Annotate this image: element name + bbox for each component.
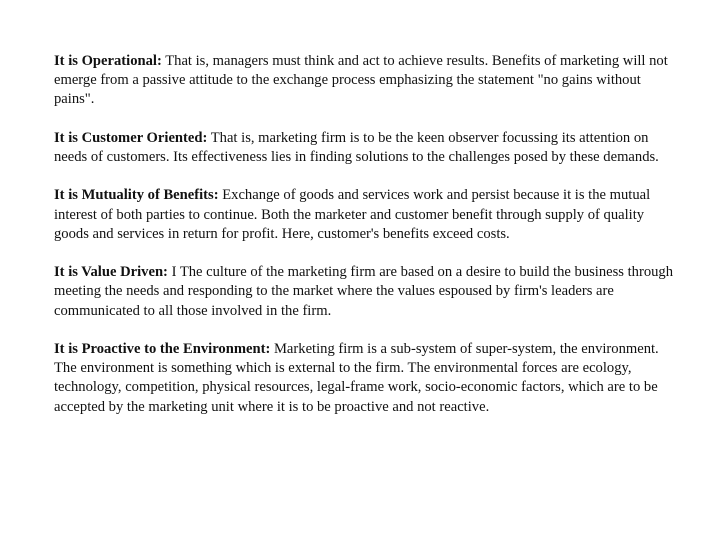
paragraph-heading: It is Proactive to the Environment:	[54, 340, 271, 357]
paragraph-operational	[54, 52, 674, 110]
paragraph-heading: It is Operational:	[54, 53, 162, 69]
document-body	[54, 52, 674, 436]
paragraph-heading: It is Customer Oriented:	[54, 129, 208, 146]
paragraph-text: That is, marketing firm is to be the keen observer focussing its attention on needs of customers. Its effectiveness lies in finding solutions to the challenges posed by these demands.	[54, 129, 659, 165]
paragraph-value-driven	[54, 263, 674, 321]
paragraph-text: Marketing firm is a sub-system of super-system, the environment. The environment is something which is external to the firm. The environmental forces are ecology, technology, competition, physical resources, legal-frame work, socio-economic factors, which are to be accepted by the marketing unit where it is to be proactive and not reactive.	[54, 340, 659, 415]
paragraph-text: That is, managers must think and act to achieve results. Benefits of marketing will not emerge from a passive attitude to the exchange process emphasizing the statement "no gains without pains".	[54, 53, 668, 108]
paragraph-text: I The culture of the marketing firm are based on a desire to build the business through meeting the needs and responding to the market where the values espoused by firm's leaders are communicated to all those involved in the firm.	[54, 264, 674, 319]
paragraph-heading: It is Value Driven:	[54, 264, 168, 281]
paragraph-heading: It is Mutuality of Benefits:	[54, 187, 219, 204]
paragraph-proactive-environment	[54, 340, 674, 417]
paragraph-mutuality-of-benefits	[54, 186, 674, 244]
paragraph-text: Exchange of goods and services work and persist because it is the mutual interest of both parties to continue. Both the marketer and customer benefit through supply of quality goods and services in return for profit. Here, customer's benefits exceed costs.	[54, 187, 651, 242]
paragraph-customer-oriented	[54, 129, 674, 167]
